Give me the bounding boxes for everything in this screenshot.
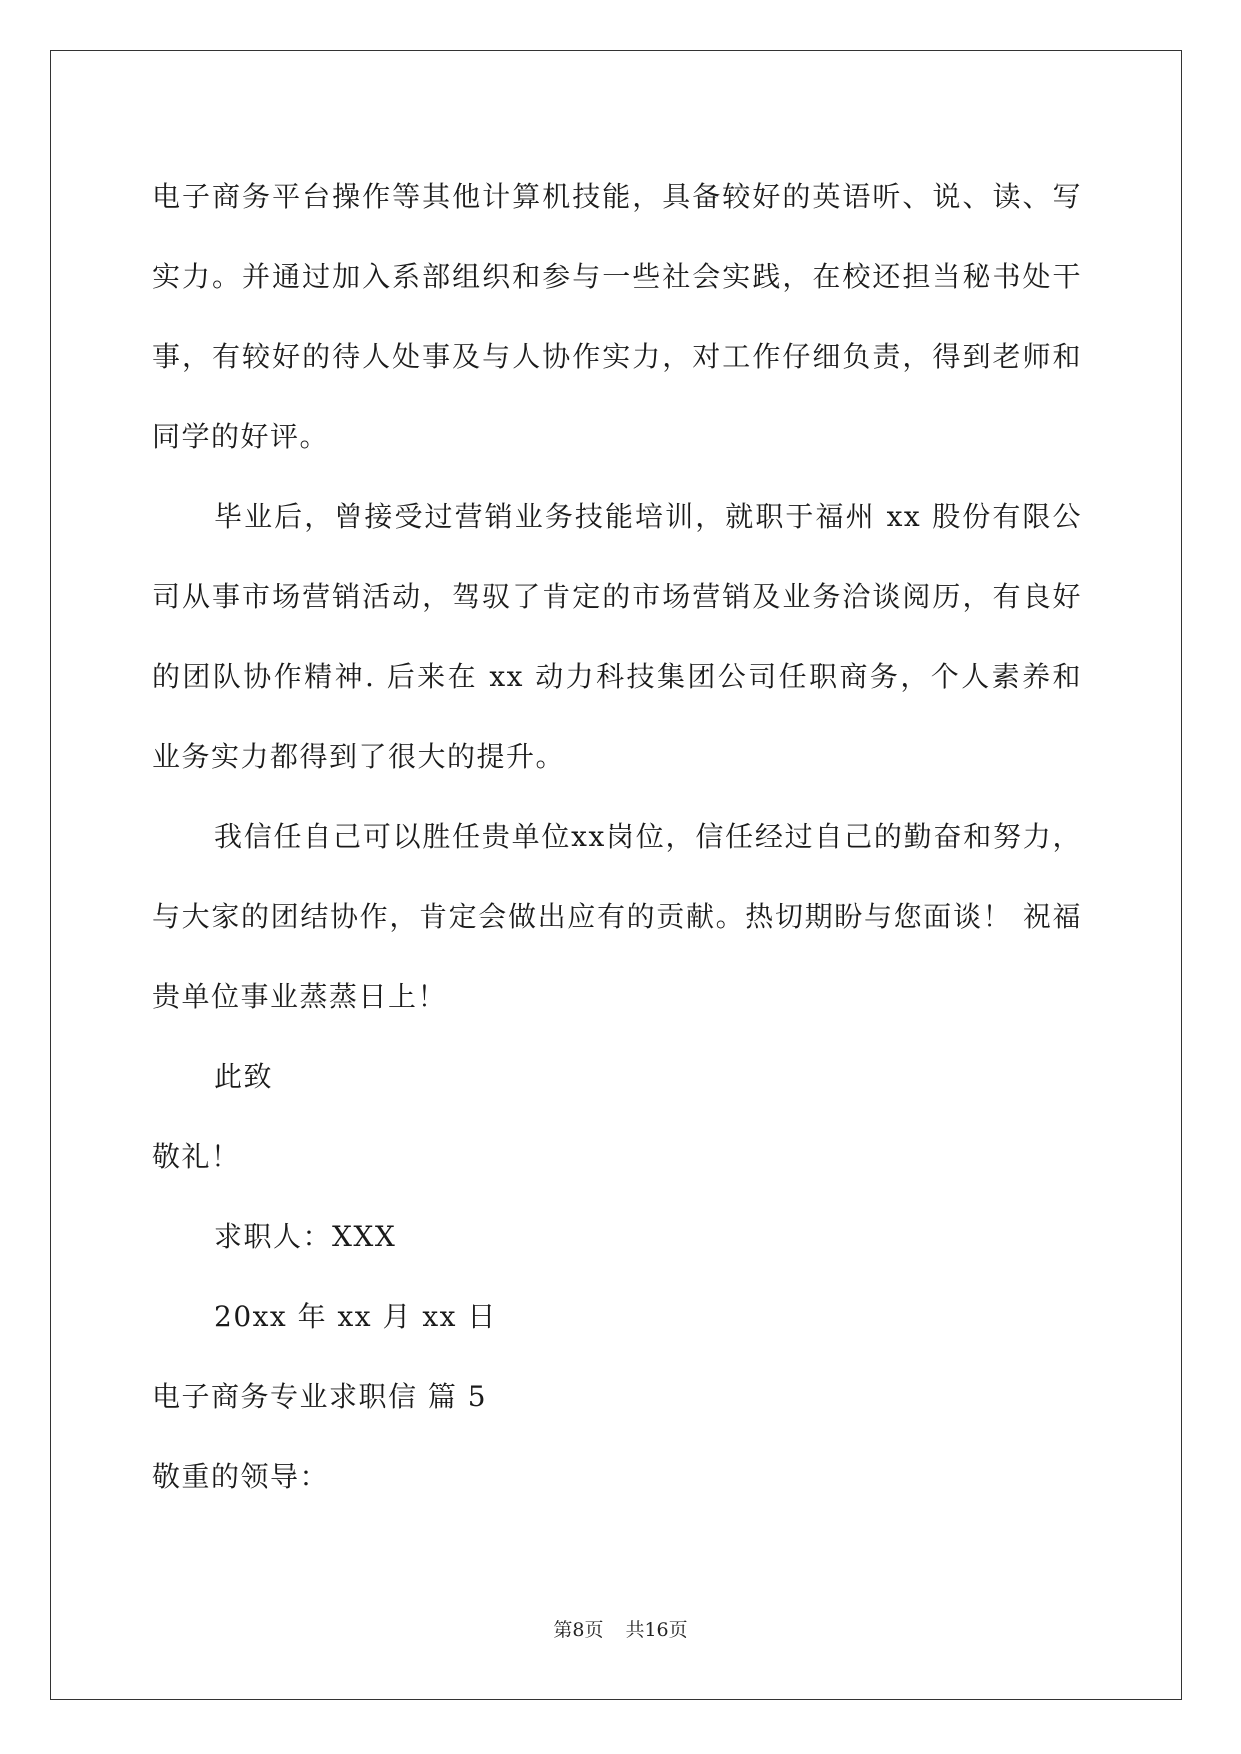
paragraph-skills: 电子商务平台操作等其他计算机技能，具备较好的英语听、说、读、写实力。并通过加入系部组织和参与一些社会实践，在校还担当秘书处干事，有较好的待人处事及与人协作实力，对工作仔细负责，得到老师和同学的好评。 (152, 180, 1082, 453)
paragraph-closing-wish: 我信任自己可以胜任贵单位xx岗位，信任经过自己的勤奋和努力，与大家的团结协作，肯定会做出应有的贡献。热切期盼与您面谈！ 祝福贵单位事业蒸蒸日上！ (152, 820, 1082, 1013)
page-number-total: 共16页 (625, 1619, 688, 1641)
salute: 敬礼！ (152, 1140, 241, 1173)
closing-line: 此致 (214, 1060, 274, 1093)
letter-date: 20xx 年 xx 月 xx 日 (214, 1300, 497, 1333)
section-title: 电子商务专业求职信 篇 5 (152, 1380, 488, 1413)
signature: 求职人：XXX (214, 1220, 397, 1253)
page-footer (0, 1615, 1241, 1642)
paragraph-experience: 毕业后，曾接受过营销业务技能培训，就职于福州 xx 股份有限公司从事市场营销活动，驾驭了肯定的市场营销及业务洽谈阅历，有良好的团队协作精神. 后来在 xx 动力科技集团公司任职商务，个人素养和业务实力都得到了很大的提升。 (152, 500, 1082, 773)
letter-body (152, 157, 1082, 1517)
page-number-current: 第8页 (553, 1619, 604, 1641)
greeting: 敬重的领导： (152, 1460, 330, 1493)
